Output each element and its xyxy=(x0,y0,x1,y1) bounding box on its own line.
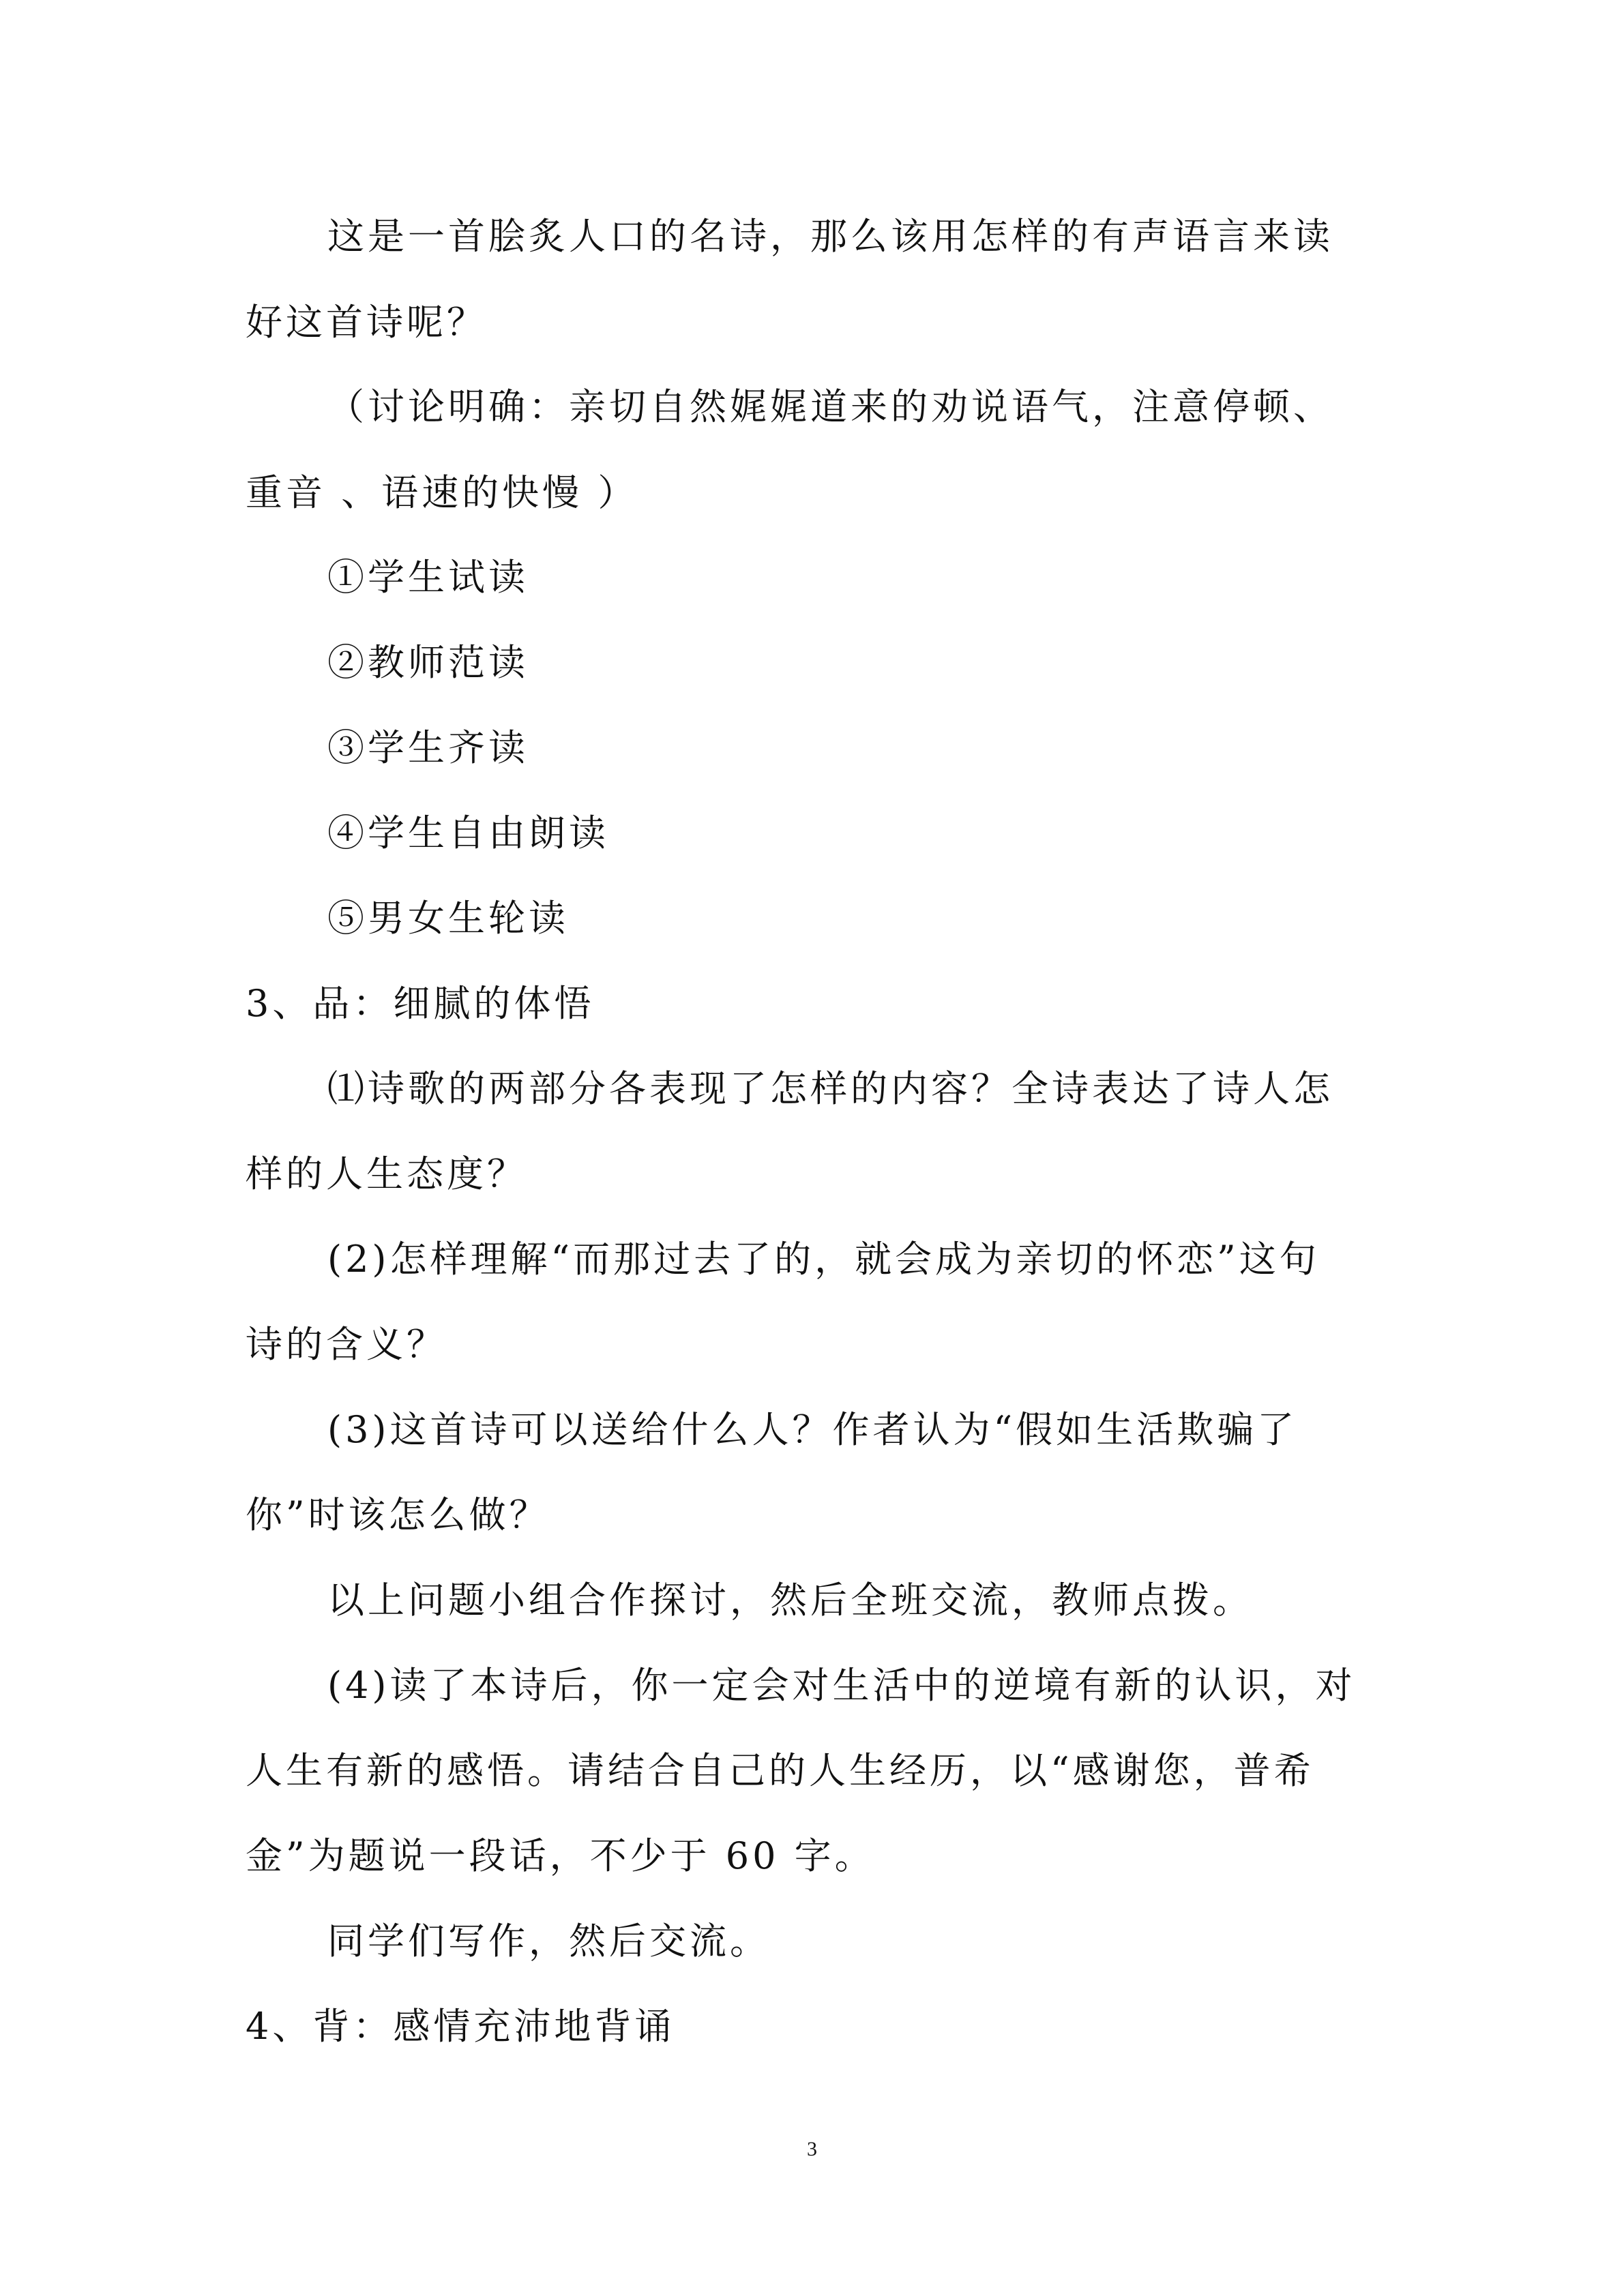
list-item: ⑤男女生轮读 xyxy=(327,897,569,940)
page-number: 3 xyxy=(807,2138,817,2160)
paragraph-line: 这是一首脍炙人口的名诗，那么该用怎样的有声语言来读 xyxy=(327,215,1333,258)
paragraph-line: (2)怎样理解“而那过去了的，就会成为亲切的怀恋”这句 xyxy=(327,1238,1320,1281)
paragraph-line: (3)这首诗可以送给什么人？作者认为“假如生活欺骗了 xyxy=(327,1408,1298,1451)
paragraph-line: 好这首诗呢？ xyxy=(246,301,487,344)
paragraph-line: 你”时该怎么做？ xyxy=(246,1493,550,1536)
list-item: ②教师范读 xyxy=(327,641,529,684)
section-heading: 4、背：感情充沛地背诵 xyxy=(246,2005,675,2048)
paragraph-line: 同学们写作，然后交流。 xyxy=(327,1920,770,1963)
list-item: ①学生试读 xyxy=(327,556,529,599)
section-heading: 3、品：细腻的体悟 xyxy=(246,982,595,1025)
paragraph-line: 金”为题说一段话，不少于 60 字。 xyxy=(246,1834,875,1877)
paragraph-line: 重音 、语速的快慢 ） xyxy=(246,471,638,514)
paragraph-line: (4)读了本诗后，你一定会对生活中的逆境有新的认识，对 xyxy=(327,1664,1356,1707)
list-item: ③学生齐读 xyxy=(327,726,529,769)
paragraph-line: 人生有新的感悟。请结合自己的人生经历，以“感谢您，普希 xyxy=(246,1749,1314,1792)
paragraph-line: 诗的含义？ xyxy=(246,1323,447,1366)
paragraph-line: 以上问题小组合作探讨，然后全班交流，教师点拨。 xyxy=(327,1579,1253,1622)
paragraph-line: ⑴诗歌的两部分各表现了怎样的内容？全诗表达了诗人怎 xyxy=(327,1067,1333,1110)
list-item: ④学生自由朗读 xyxy=(327,811,609,854)
paragraph-line: 样的人生态度？ xyxy=(246,1152,527,1195)
paragraph-line: （讨论明确：亲切自然娓娓道来的劝说语气，注意停顿、 xyxy=(327,385,1333,428)
